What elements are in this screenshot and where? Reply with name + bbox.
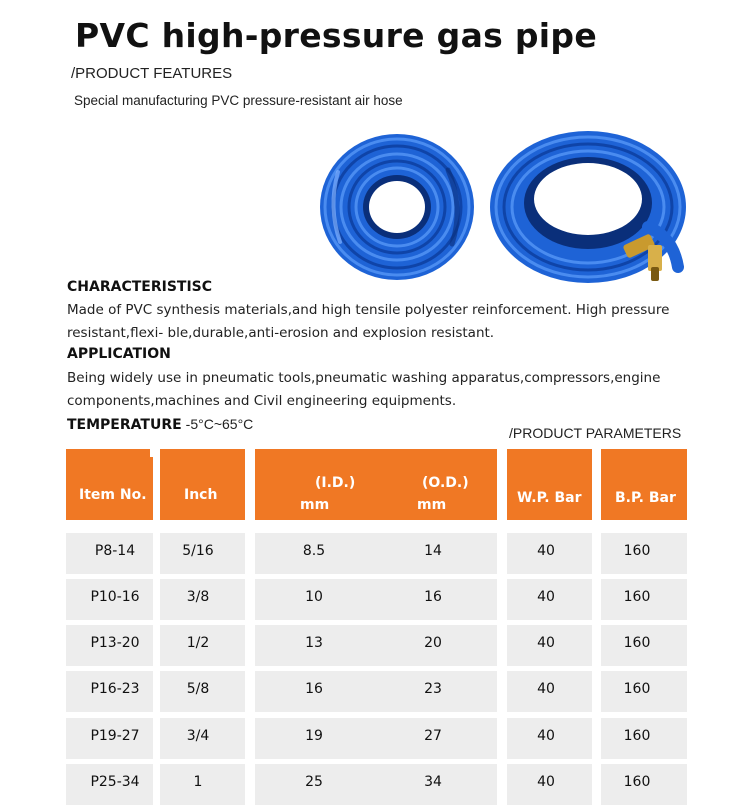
- characteristics-text: Made of PVC synthesis materials,and high tensile polyester reinforcement. High pressure resistant,flexi- ble,durable,anti-erosion and explosion resistant.: [67, 302, 670, 341]
- cell-id: 25: [305, 774, 323, 790]
- cell-wp: 40: [537, 681, 555, 697]
- table-cell: [255, 764, 497, 805]
- temperature-label: TEMPERATURE: [67, 417, 182, 433]
- cell-od: 14: [424, 543, 442, 559]
- cell-inch: 3/8: [186, 589, 210, 605]
- cell-bp: 160: [623, 543, 651, 559]
- section-subtitle: /PRODUCT FEATURES: [71, 65, 233, 82]
- page-title: PVC high-pressure gas pipe: [75, 16, 598, 55]
- cell-id: 13: [305, 635, 323, 651]
- header-mm-od: mm: [417, 497, 447, 513]
- application-text: Being widely use in pneumatic tools,pneumatic washing apparatus,compressors,engine components,machines and Civil engineering equipments.: [67, 370, 661, 409]
- header-diameters: [255, 449, 497, 520]
- product-parameters-label: /PRODUCT PARAMETERS: [509, 425, 682, 441]
- table-cell: [255, 671, 497, 712]
- cell-bp: 160: [623, 681, 651, 697]
- cell-id: 16: [305, 681, 323, 697]
- table-cell: [255, 579, 497, 620]
- cell-bp: 160: [623, 635, 651, 651]
- cell-bp: 160: [623, 728, 651, 744]
- cell-od: 27: [424, 728, 442, 744]
- cell-item: P19-27: [90, 728, 140, 744]
- cell-wp: 40: [537, 543, 555, 559]
- header-od: (O.D.): [422, 475, 469, 491]
- cell-item: P25-34: [90, 774, 140, 790]
- tagline: Special manufacturing PVC pressure-resistant air hose: [74, 93, 403, 108]
- characteristics-heading: CHARACTERISTISC: [67, 279, 213, 295]
- header-mm-id: mm: [300, 497, 330, 513]
- cell-inch: 1: [193, 774, 203, 790]
- temperature-value: -5°C~65°C: [185, 416, 254, 432]
- cell-wp: 40: [537, 635, 555, 651]
- cell-wp: 40: [537, 728, 555, 744]
- application-heading: APPLICATION: [67, 346, 171, 362]
- cell-id: 10: [305, 589, 323, 605]
- header-id: (I.D.): [315, 475, 356, 491]
- cell-od: 20: [424, 635, 442, 651]
- cell-bp: 160: [623, 589, 651, 605]
- table-cell: [160, 764, 245, 805]
- table-cell: [255, 718, 497, 759]
- cell-id: 8.5: [302, 543, 326, 559]
- header-wp-bar: W.P. Bar: [507, 449, 592, 520]
- table-cell: [255, 625, 497, 666]
- cell-item: P16-23: [90, 681, 140, 697]
- cell-od: 16: [424, 589, 442, 605]
- cell-id: 19: [305, 728, 323, 744]
- cell-item: P8-14: [94, 543, 136, 559]
- cell-wp: 40: [537, 774, 555, 790]
- blue-hose-coil-icon: [318, 132, 476, 282]
- cell-inch: 5/16: [182, 543, 214, 559]
- temperature-row: [67, 414, 253, 433]
- cell-item: P10-16: [90, 589, 140, 605]
- header-inch: Inch: [160, 449, 245, 520]
- cell-wp: 40: [537, 589, 555, 605]
- cell-bp: 160: [623, 774, 651, 790]
- cell-od: 23: [424, 681, 442, 697]
- blue-hose-coil-with-brass-fitting-icon: [488, 127, 694, 287]
- cell-inch: 5/8: [186, 681, 210, 697]
- cell-item: P13-20: [90, 635, 140, 651]
- header-bp-bar: B.P. Bar: [601, 449, 687, 520]
- cell-od: 34: [424, 774, 442, 790]
- header-item-no: Item No.: [66, 449, 153, 520]
- cell-inch: 1/2: [186, 635, 210, 651]
- cell-inch: 3/4: [186, 728, 210, 744]
- table-cell: [255, 533, 497, 574]
